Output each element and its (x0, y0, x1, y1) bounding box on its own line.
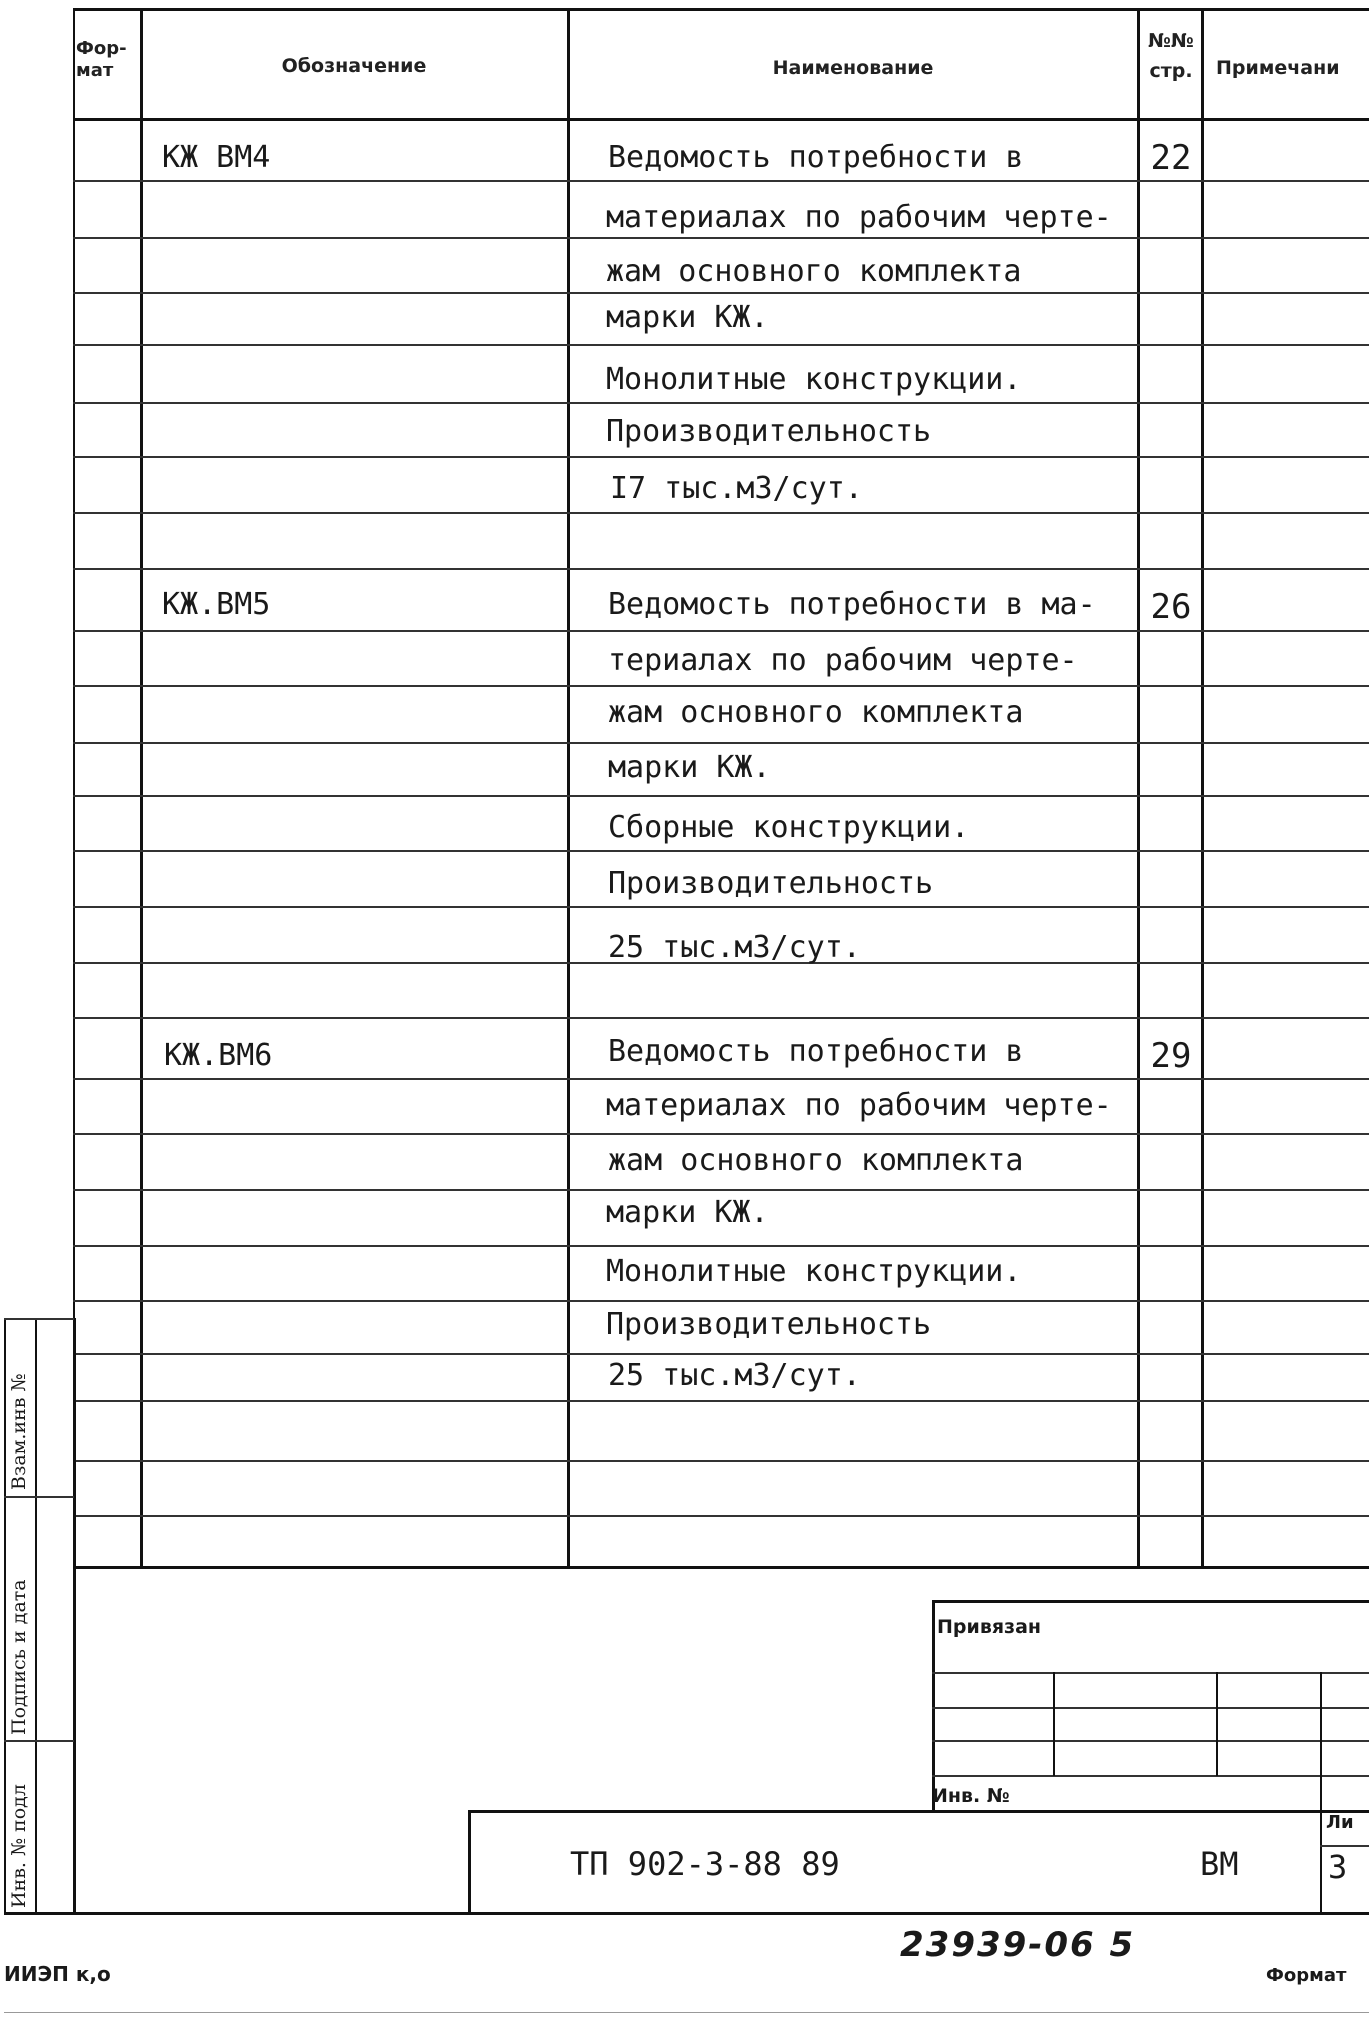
header-format: Фор- мат (76, 38, 127, 81)
description-line: марки КЖ. (606, 300, 769, 335)
description-line: жам основного комплекта (608, 1143, 1024, 1178)
description-line: Монолитные конструкции. (606, 1254, 1022, 1289)
footer-line (4, 2012, 1369, 2013)
description-line: Ведомость потребности в (608, 1034, 1024, 1069)
description-line: Монолитные конструкции. (606, 362, 1022, 397)
side-label-podpis: Подпись и дата (8, 1579, 30, 1735)
side-label-vzam: Взам.инв № (8, 1373, 30, 1490)
footer-org: ИИЭП к,о (4, 1962, 111, 1986)
description-line: териалах по рабочим черте- (608, 643, 1078, 678)
description-line: материалах по рабочим черте- (606, 1088, 1112, 1123)
stamp-inv-no: Инв. № (932, 1785, 1010, 1807)
entry-page: 22 (1150, 138, 1192, 178)
side-label-inv-podl: Инв. № подл (8, 1784, 30, 1908)
stamp-sheet-code: ВМ (1200, 1845, 1239, 1883)
description-line: 25 тыс.м3/сут. (608, 1358, 861, 1393)
description-line: материалах по рабочим черте- (606, 200, 1112, 235)
entry-page: 29 (1150, 1036, 1192, 1076)
description-line: марки КЖ. (606, 1195, 769, 1230)
description-line: Производительность (606, 414, 932, 449)
entry-code: КЖ.ВМ5 (162, 587, 271, 622)
description-line: 25 тыс.м3/сут. (608, 930, 861, 965)
description-line: Ведомость потребности в ма- (608, 587, 1096, 622)
description-line: жам основного комплекта (606, 254, 1022, 289)
entry-page: 26 (1150, 587, 1192, 627)
header-name: Наименование (772, 57, 934, 79)
footer-format: Формат (1266, 1965, 1347, 1986)
stamp-doc-code: ТП 902-3-88 89 (570, 1845, 840, 1883)
description-line: I7 тыс.м3/сут. (610, 471, 863, 506)
description-line: Сборные конструкции. (608, 810, 970, 845)
header-page-no: №№ стр. (1148, 30, 1194, 82)
description-line: марки КЖ. (608, 750, 771, 785)
stamp-list-value: 3 (1328, 1848, 1348, 1886)
stamp-list-label: Ли (1326, 1812, 1354, 1833)
description-line: Ведомость потребности в (608, 140, 1024, 175)
footer-handwritten-number: 23939-06 5 (900, 1925, 1136, 1965)
description-line: Производительность (606, 1307, 932, 1342)
entry-code: КЖ ВМ4 (162, 140, 271, 175)
stamp-privyazan: Привязан (937, 1616, 1042, 1638)
header-note: Примечани (1216, 57, 1340, 79)
header-designation: Обозначение (281, 55, 427, 77)
entry-code: КЖ.ВМ6 (164, 1038, 273, 1073)
description-line: Производительность (608, 866, 934, 901)
description-line: жам основного комплекта (608, 695, 1024, 730)
